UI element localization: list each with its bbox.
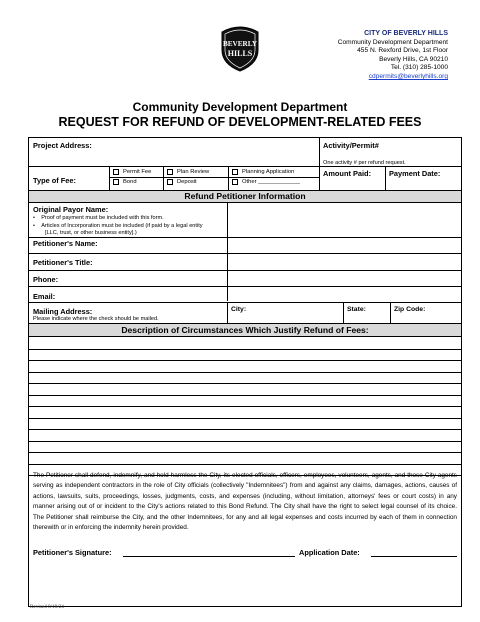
description-line[interactable]: [29, 372, 461, 373]
fee-option-planning-application[interactable]: Planning Application: [232, 169, 294, 175]
description-line[interactable]: [29, 441, 461, 442]
indemnity-paragraph: The Petitioner shall defend, indemnify, and hold harmless the City, its elected officials, officers, employees, volunteers, agents, and those City agents serving as independent contractors in the role of City officials (collectively "Indemnitees") from and against any claims, damages, actions, causes of actions, lawsuits, suits, proceedings, losses, judgments, costs, and expenses (including, without limitation, attorneys' fees or court costs) in any manner arising out of or incident to the City's actions related to this Bond Refund. The City shall have the right to select legal counsel of its choice. The Petitioner shall reimburse the City, and the other Indemnitees, for any and all legal expenses and costs incurred by each of them in connection therewith or in enforcing the indemnity herein provided.: [33, 472, 457, 532]
fee-option-deposit[interactable]: Deposit: [167, 179, 197, 185]
org-address2: Beverly Hills, CA 90210: [379, 55, 448, 63]
city-seal-logo: [216, 24, 264, 72]
petitioner-title-label: Petitioner's Title:: [33, 258, 93, 267]
plan-review-checkbox[interactable]: [167, 169, 173, 175]
original-payor-label: Original Payor Name:: [33, 205, 109, 214]
description-line[interactable]: [29, 395, 461, 396]
section-petitioner-header: Refund Petitioner Information: [29, 190, 461, 203]
type-of-fee-label: Type of Fee:: [33, 176, 76, 185]
application-date-line[interactable]: [371, 556, 457, 557]
description-line[interactable]: [29, 360, 461, 361]
state-label: State:: [347, 306, 366, 313]
fee-option-other[interactable]: Other _____________: [232, 179, 300, 185]
permit-fee-checkbox[interactable]: [113, 169, 119, 175]
payor-note-2: • Articles of Incorporation must be included (if paid by a legal entity: [33, 223, 203, 229]
description-line[interactable]: [29, 383, 461, 384]
petitioner-name-label: Petitioner's Name:: [33, 239, 98, 248]
section-description-header: Description of Circumstances Which Justify Refund of Fees:: [29, 323, 461, 337]
zip-code-label: Zip Code:: [394, 306, 426, 313]
org-email-link[interactable]: cdpermits@beverlyhills.org: [368, 72, 448, 80]
description-line[interactable]: [29, 464, 461, 465]
org-address1: 455 N. Rexford Drive, 1st Floor: [357, 47, 448, 55]
mailing-address-label: Mailing Address:: [33, 307, 93, 316]
description-line[interactable]: [29, 418, 461, 419]
payor-note-1: • Proof of payment must be included with this form.: [33, 215, 164, 221]
description-line[interactable]: [29, 349, 461, 350]
logo-text-bottom: HILLS: [227, 49, 253, 58]
activity-permit-label: Activity/Permit#: [323, 141, 379, 150]
org-dept: Community Development Department: [337, 38, 448, 46]
logo-text-top: BEVERLY: [222, 40, 258, 48]
bond-checkbox[interactable]: [113, 179, 119, 185]
revised-date: Revised 8/19/24: [30, 604, 64, 610]
form-title: REQUEST FOR REFUND OF DEVELOPMENT-RELATED FEES: [58, 115, 422, 129]
phone-label: Phone:: [33, 275, 59, 284]
org-contact-block: [338, 30, 448, 82]
deposit-checkbox[interactable]: [167, 179, 173, 185]
payment-date-label: Payment Date:: [389, 169, 441, 178]
city-label: City:: [231, 306, 247, 313]
mailing-note: Please indicate where the check should be mailed.: [33, 316, 159, 322]
description-line[interactable]: [29, 429, 461, 430]
planning-application-checkbox[interactable]: [232, 169, 238, 175]
payor-note-3: [LLC, trust, or other business entity].): [45, 230, 137, 236]
description-line[interactable]: [29, 406, 461, 407]
org-name: CITY OF BEVERLY HILLS: [364, 30, 448, 37]
activity-note: One activity # per refund request.: [323, 160, 406, 166]
petitioner-signature-label: Petitioner's Signature:: [33, 548, 112, 557]
description-line[interactable]: [29, 452, 461, 453]
org-phone: Tel. (310) 285-1000: [390, 64, 448, 72]
application-date-label: Application Date:: [299, 548, 360, 557]
fee-option-permit-fee[interactable]: Permit Fee: [113, 169, 151, 175]
other-checkbox[interactable]: [232, 179, 238, 185]
petitioner-signature-line[interactable]: [123, 556, 295, 557]
fee-option-bond[interactable]: Bond: [113, 179, 137, 185]
project-address-label: Project Address:: [33, 141, 92, 150]
amount-paid-label: Amount Paid:: [323, 169, 372, 178]
fee-option-plan-review[interactable]: Plan Review: [167, 169, 209, 175]
refund-form: [28, 137, 462, 607]
email-label: Email:: [33, 292, 56, 301]
department-heading: Community Development Department: [132, 100, 348, 114]
